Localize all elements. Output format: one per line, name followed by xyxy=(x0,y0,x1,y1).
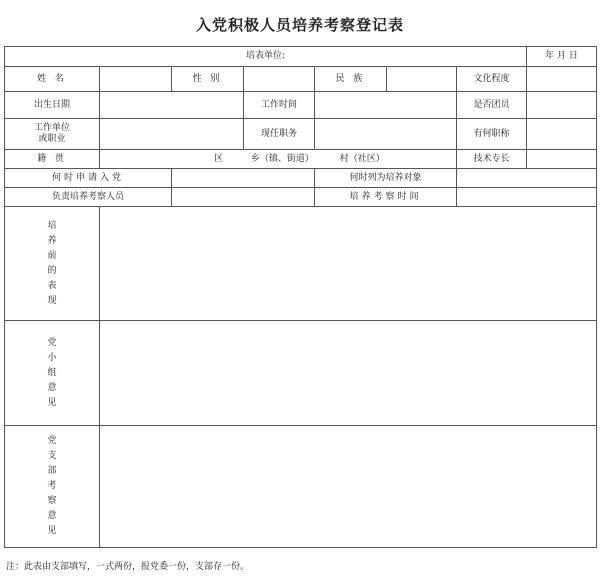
ethnicity-label: 民 族 xyxy=(315,67,387,92)
work-start-label: 工作时间 xyxy=(244,92,315,119)
professional-title-label: 有何职称 xyxy=(457,119,527,150)
skill-label: 技术专长 xyxy=(457,150,527,169)
group-opinion-text: 党小组意见 xyxy=(47,337,57,408)
inspection-time-value[interactable] xyxy=(457,188,597,207)
footer-note: 注：此表由支部填写，一式两份，报党委一份，支部存一份。 xyxy=(6,562,250,572)
birth-date-label: 出生日期 xyxy=(5,92,100,119)
gender-value[interactable] xyxy=(244,67,315,92)
application-time-value[interactable] xyxy=(172,169,315,188)
inspection-time-label: 培养考察时间 xyxy=(315,188,457,207)
birth-date-value[interactable] xyxy=(100,92,244,119)
ethnicity-value[interactable] xyxy=(387,67,457,92)
branch-opinion-content[interactable] xyxy=(100,426,597,548)
performance-before-label xyxy=(5,207,100,321)
gender-label: 性 别 xyxy=(172,67,244,92)
application-time-label: 何时申请入党 xyxy=(5,169,172,188)
performance-before-content[interactable] xyxy=(100,207,597,321)
group-opinion-content[interactable] xyxy=(100,321,597,426)
skill-value[interactable] xyxy=(527,150,597,169)
region-town-label: 乡（镇、街道） xyxy=(250,153,314,164)
form-title: 入党积极人员培养考察登记表 xyxy=(195,16,404,34)
date-field[interactable]: 年 月 日 xyxy=(527,47,597,67)
current-position-label: 现任职务 xyxy=(244,119,315,150)
education-value[interactable] xyxy=(527,67,597,92)
cultivation-target-time-value[interactable] xyxy=(457,169,597,188)
native-place-region[interactable] xyxy=(100,150,457,169)
performance-before-text: 培养前的表现 xyxy=(47,220,57,306)
group-opinion-label xyxy=(5,321,100,426)
name-label: 姓 名 xyxy=(5,67,100,92)
work-unit-value[interactable] xyxy=(100,119,244,150)
professional-title-value[interactable] xyxy=(527,119,597,150)
region-district-label: 区 xyxy=(214,153,224,164)
cultivation-target-time-label: 何时列为培养对象 xyxy=(315,169,457,188)
current-position-value[interactable] xyxy=(315,119,457,150)
branch-opinion-text: 党支部考察意见 xyxy=(47,436,57,536)
league-member-value[interactable] xyxy=(527,92,597,119)
education-label: 文化程度 xyxy=(457,67,527,92)
branch-opinion-label xyxy=(5,426,100,548)
work-start-value[interactable] xyxy=(315,92,457,119)
name-value[interactable] xyxy=(100,67,172,92)
league-member-label: 是否团员 xyxy=(457,92,527,119)
region-village-label: 村（社区） xyxy=(339,153,385,164)
registration-form-table xyxy=(4,46,597,548)
unit-label: 培表单位: xyxy=(5,47,527,67)
native-place-label: 籍 贯 xyxy=(5,150,100,169)
work-unit-label: 工作单位 或职业 xyxy=(5,119,100,150)
mentor-label: 负责培养考察人员 xyxy=(5,188,172,207)
mentor-value[interactable] xyxy=(172,188,315,207)
